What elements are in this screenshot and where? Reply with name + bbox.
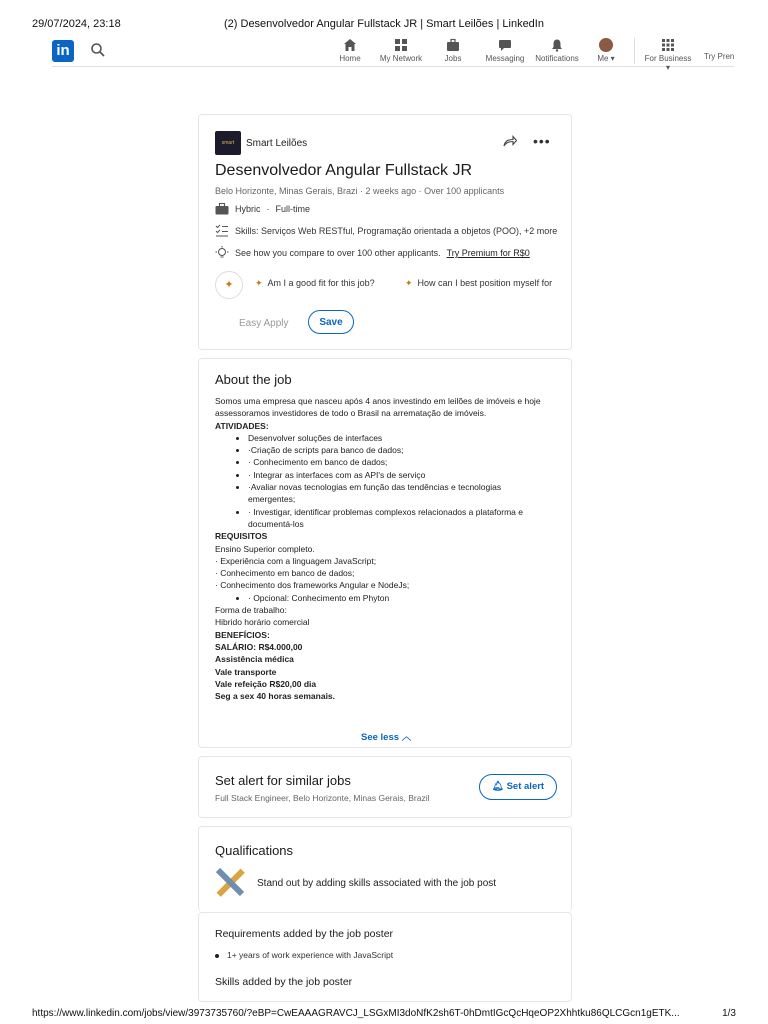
set-alert-button[interactable] [479,774,557,800]
set-alert-label: Set alert [506,781,545,792]
employment-type: Full-time [275,204,311,214]
skills-text[interactable]: Skills: Serviços Web RESTful, Programação orientada a objetos (POO), +2 more [235,225,558,236]
requirement-line: · Experiência com a linguagem JavaScript; [215,555,377,566]
alert-subtitle: Full Stack Engineer, Belo Horizonte, Minas Gerais, Brazil [215,793,430,803]
about-job-card [198,358,572,748]
network-icon [394,38,408,52]
chevron-down-icon: ▾ [608,54,615,63]
nav-notifications-label: Notifications [535,54,579,63]
bullet [215,954,219,958]
bell-icon: 🔔︎ [491,781,504,792]
compare-text: See how you compare to over 100 other applicants. [235,248,441,258]
ai-prompt-position[interactable] [405,278,557,289]
job-header-card [198,114,572,350]
checklist-icon [215,224,229,237]
see-less-button[interactable] [361,729,411,743]
nav-for-business-label: For Business [644,54,692,63]
list-item-line: documentá-los [248,518,304,529]
top-nav [52,34,734,72]
requirements-title: REQUISITOS [215,531,268,542]
workplace-row [215,203,310,215]
ai-prompt-good-fit-label: Am I a good fit for this job? [267,278,375,288]
nav-notifications[interactable] [534,38,580,63]
briefcase-icon [446,38,460,52]
nav-jobs[interactable] [440,38,466,63]
list-item: • · Integrar as interfaces com as API's de serviço [248,469,557,481]
company-logo[interactable]: smart [215,131,241,155]
nav-jobs-label: Jobs [444,54,462,63]
list-item: • ·Criação de scripts para banco de dados; [248,444,557,456]
bell-icon [550,38,564,52]
ai-prompt-good-fit[interactable] [255,278,375,289]
activities-list [215,432,557,530]
briefcase-icon [215,203,229,215]
nav-me[interactable] [594,38,618,63]
avatar [599,38,613,52]
easy-apply-button[interactable]: Easy Apply [239,318,289,329]
nav-home[interactable] [336,38,364,63]
work-title: Forma de trabalho: [215,605,287,616]
list-item [215,950,393,960]
more-options-icon[interactable]: ••• [533,133,551,149]
ai-prompt-position-label: How can I best position myself for [417,278,553,288]
poster-requirements-card [198,912,572,1002]
print-title: (2) Desenvolvedor Angular Fullstack JR | Smart Leilões | LinkedIn [224,18,544,30]
list-item [248,481,557,506]
chevron-down-icon: ▾ [665,63,670,72]
alert-title: Set alert for similar jobs [215,773,351,788]
nav-messaging-label: Messaging [485,54,525,63]
messaging-icon [498,38,512,52]
nav-my-network[interactable] [378,38,424,63]
share-icon[interactable] [503,135,517,147]
lightbulb-icon [215,246,229,260]
about-body [215,395,557,702]
poster-requirements-title: Requirements added by the job poster [215,928,394,940]
print-page: 1/3 [722,1008,736,1019]
list-item: • Desenvolver soluções de interfaces [248,432,557,444]
list-item: • · Opcional: Conhecimento em Phyton [248,592,557,604]
save-button[interactable]: Save [308,310,354,334]
job-title: Desenvolvedor Angular Fullstack JR [215,162,473,179]
nav-divider [634,38,635,64]
skills-row [215,224,557,237]
nav-home-label: Home [339,54,361,63]
list-item-line: ·Avaliar novas tecnologias em função das tendências e tecnologias [248,482,502,493]
requirement-line: Ensino Superior completo. [215,543,315,554]
nav-my-network-label: My Network [379,54,423,63]
requirement-text: 1+ years of work experience with JavaScript [227,950,394,960]
list-item-line: emergentes; [248,494,296,505]
benefit-meal: Vale refeição R$20,00 dia [215,678,317,689]
nav-for-business[interactable] [642,38,694,72]
about-intro-2: assessoramos investidores de todo o Brasil na arrematação de imóveis. [215,408,487,419]
about-title: About the job [215,372,292,387]
work-value: Hibrido horário comercial [215,617,310,628]
nav-try-premium[interactable] [704,52,734,61]
salary: SALÁRIO: R$4.000,00 [215,641,303,652]
nav-messaging[interactable] [484,38,526,63]
benefit-health: Assistência médica [215,654,294,665]
print-date: 29/07/2024, 23:18 [32,18,121,30]
grid-icon [661,38,675,52]
sparkle-icon: ✦ [255,278,263,288]
job-alert-card [198,756,572,818]
list-item: • · Conhecimento em banco de dados; [248,456,557,468]
compare-row [215,246,530,260]
poster-skills-title: Skills added by the job poster [215,976,353,988]
ai-sparkle-icon[interactable]: ✦ [215,271,243,299]
workplace-type: Hybric [235,204,261,214]
job-meta: Belo Horizonte, Minas Gerais, Brazi · 2 weeks ago · Over 100 applicants [215,186,505,196]
qualifications-title: Qualifications [215,843,294,858]
chevron-up-icon: ︿ [401,732,412,743]
separator-dot: · [266,204,270,214]
about-intro-1: Somos uma empresa que nasceu após 4 anos investindo em leilões de imóveis e hoje [215,396,541,406]
company-name[interactable]: Smart Leilões [246,138,308,149]
linkedin-logo[interactable]: in [52,40,74,62]
print-url: https://www.linkedin.com/jobs/view/3973735760/?eBP=CwEAAAGRAVCJ_LSGxMI3doNfK2sh6T-0hDmtIGcQcHqeOP2Xhhtku86QLCGcn1gETK... [32,1008,680,1019]
pencil-ruler-icon [215,867,245,897]
work-hours: Seg a sex 40 horas semanais. [215,691,336,702]
qualifications-text: Stand out by adding skills associated with the job post [257,878,497,889]
list-item-line: · Investigar, identificar problemas complexos relacionados a plataforma e [248,506,523,517]
list-item [248,506,557,531]
sparkle-icon: ✦ [405,278,413,288]
requirement-line: · Conhecimento em banco de dados; [215,568,355,579]
try-premium-link[interactable]: Try Premium for R$0 [446,248,530,258]
qualifications-card [198,826,572,912]
see-less-label: See less [361,732,400,743]
nav-try-premium-label: Try Pren [704,52,734,61]
optional-list [215,592,557,604]
nav-me-label: Me [597,54,609,63]
benefits-title: BENEFÍCIOS: [215,629,270,640]
requirement-line: · Conhecimento dos frameworks Angular e NodeJs; [215,580,410,591]
search-icon[interactable] [90,42,106,58]
home-icon [343,38,357,52]
benefit-transport: Vale transporte [215,666,277,677]
activities-title: ATIVIDADES: [215,420,269,431]
